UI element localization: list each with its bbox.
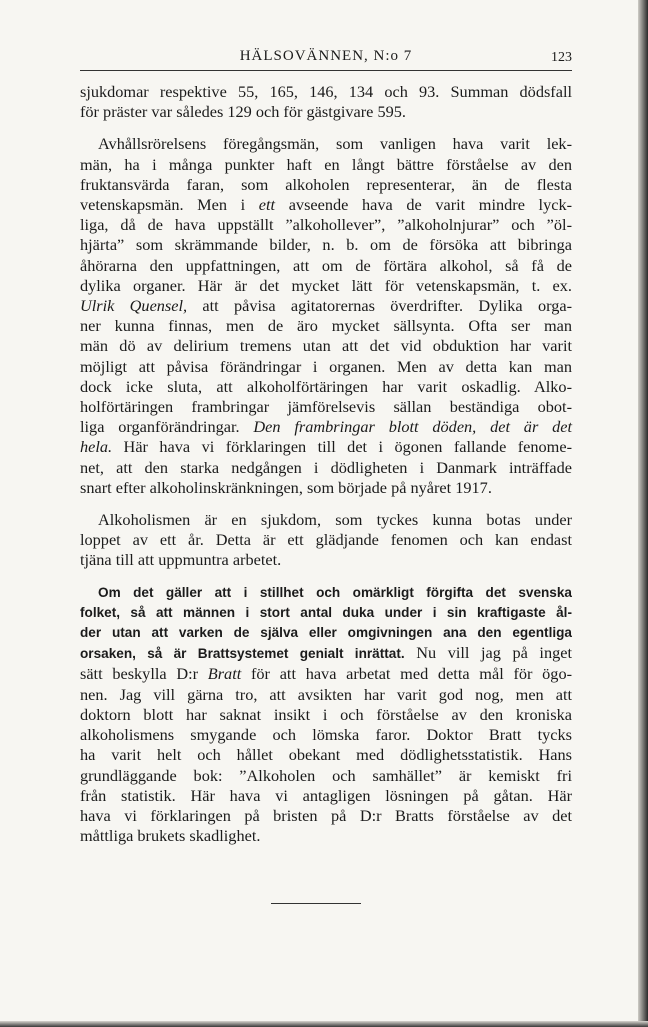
- text-line: åhörarna den uppfattningen, att om de förtära alkohol, så få de: [80, 255, 572, 275]
- text-line: för präster var således 129 och för gästgivare 595.: [80, 102, 406, 122]
- text-line: grundläggande bok: ”Alkoholen och samhället” är kemiskt fri: [80, 765, 572, 785]
- bold-text-line: Om det gäller att i stillhet och omärkligt förgifta det svenska: [98, 584, 572, 600]
- page-edge-shadow-right: [638, 0, 648, 1027]
- text-line: män, ha i många punkter haft en långt bättre förståelse av den: [80, 154, 572, 174]
- text-line: doktorn blott har saknat insikt i och förståelse av den kroniska: [80, 704, 572, 724]
- text-line: vetenskapsmän. Men i ett avseende hava de varit mindre lyck-: [80, 195, 573, 215]
- journal-title: HÄLSOVÄNNEN, N:o 7: [239, 48, 413, 64]
- running-header: [80, 46, 572, 70]
- emphasis-bratt: Bratt: [207, 664, 242, 684]
- text-line: hava vi förklaringen på bristen på D:r Bratts förståelse av det: [80, 805, 572, 825]
- text-line: sjukdomar respektive 55, 165, 146, 134 och 93. Summan dödsfall: [80, 82, 572, 101]
- text-line: måttliga brukets skadlighet.: [80, 826, 261, 846]
- paragraph-2: [80, 134, 572, 498]
- text-line: hjärta” som skrämmande bilder, n. b. om de försöka att bibringa: [80, 235, 572, 255]
- text-line: tjäna till att uppmuntra arbetet.: [80, 550, 282, 570]
- bold-text: orsaken, så är Brattsystemet genialt inrättat.: [80, 646, 405, 662]
- emphasis-ett: ett: [258, 195, 276, 215]
- text-line: fruktansvärda faran, som alkoholen representerar, än de flesta: [80, 174, 572, 194]
- text-line: snart efter alkoholinskränkningen, som började på nyåret 1917.: [80, 477, 492, 497]
- text-line: liga, då de hava uppställt ”alkohollever”, ”alkoholnjurar” och ”öl-: [80, 215, 572, 235]
- section-end-rule: [271, 903, 361, 904]
- article-body: [80, 82, 572, 846]
- text-line: möjligt att påvisa förändringar i organen. Men av detta kan man: [80, 356, 572, 376]
- text-line: orsaken, så är Brattsystemet genialt inrättat. Nu vill jag på inget: [80, 643, 572, 663]
- emphasis-statement-end: hela.: [80, 437, 113, 457]
- paragraph-3: [80, 510, 572, 571]
- text-line: ner kunna finnas, men de äro mycket sällsynta. Ofta ser man: [80, 316, 572, 336]
- text-line: Alkoholismen är en sjukdom, som tyckes kunna botas under: [98, 510, 572, 530]
- text-line: alkoholismens smygande och lömska faror. Doktor Bratt tycks: [80, 725, 572, 745]
- text-line: nen. Jag vill gärna tro, att avsikten har varit god nog, men att: [80, 684, 572, 704]
- bold-text-line: folket, så att männen i stort antal duka under i sin kraftigaste ål-: [80, 604, 572, 620]
- text-line: loppet av ett år. Detta är ett glädjande fenomen och kan endast: [80, 530, 572, 550]
- text-line: sätt beskylla D:r Bratt för att hava arbetat med detta mål för ögo-: [80, 664, 573, 684]
- text-line: dock icke sluta, att alkoholförtäringen har varit oskadlig. Alko-: [80, 376, 572, 396]
- header-rule: [80, 70, 572, 71]
- paragraph-4: [80, 583, 572, 847]
- paragraph-1: [80, 82, 572, 122]
- text-line: dylika organer. Här är det mycket lätt för vetenskapsmän, t. ex.: [80, 275, 572, 295]
- emphasis-statement: Den frambringar blott döden, det är det: [253, 417, 573, 437]
- page-edge-shadow-bottom: [0, 1021, 648, 1027]
- bold-text-line: der utan att varken de själva eller omgivningen ana den egentliga: [80, 625, 572, 641]
- text-line: från statistik. Här hava vi antagligen lösningen på gåtan. Här: [80, 785, 572, 805]
- text-line: holförtäringen frambringar jämförelsevis sällan beständiga obot-: [80, 397, 572, 417]
- text-line: net, att den starka nedgången i dödligheten i Danmark inträffade: [80, 457, 572, 477]
- page-number: 123: [551, 50, 572, 65]
- text-line: Ulrik Quensel, att påvisa agitatorernas överdrifter. Dylika orga-: [80, 296, 573, 316]
- text-line: män dö av delirium tremens utan att det vid obduktion har varit: [80, 336, 572, 356]
- text-line: liga organförändringar. Den frambringar blott döden, det är det: [80, 417, 573, 437]
- text-line: ha varit helt och hållet obekant med dödlighetsstatistik. Hans: [80, 745, 572, 765]
- text-line: Avhållsrörelsens föregångsmän, som vanligen hava varit lek-: [98, 134, 572, 154]
- emphasis-name: Ulrik Quensel,: [80, 296, 188, 316]
- text-line: hela. Här hava vi förklaringen till det i ögonen fallande fenome-: [80, 437, 572, 457]
